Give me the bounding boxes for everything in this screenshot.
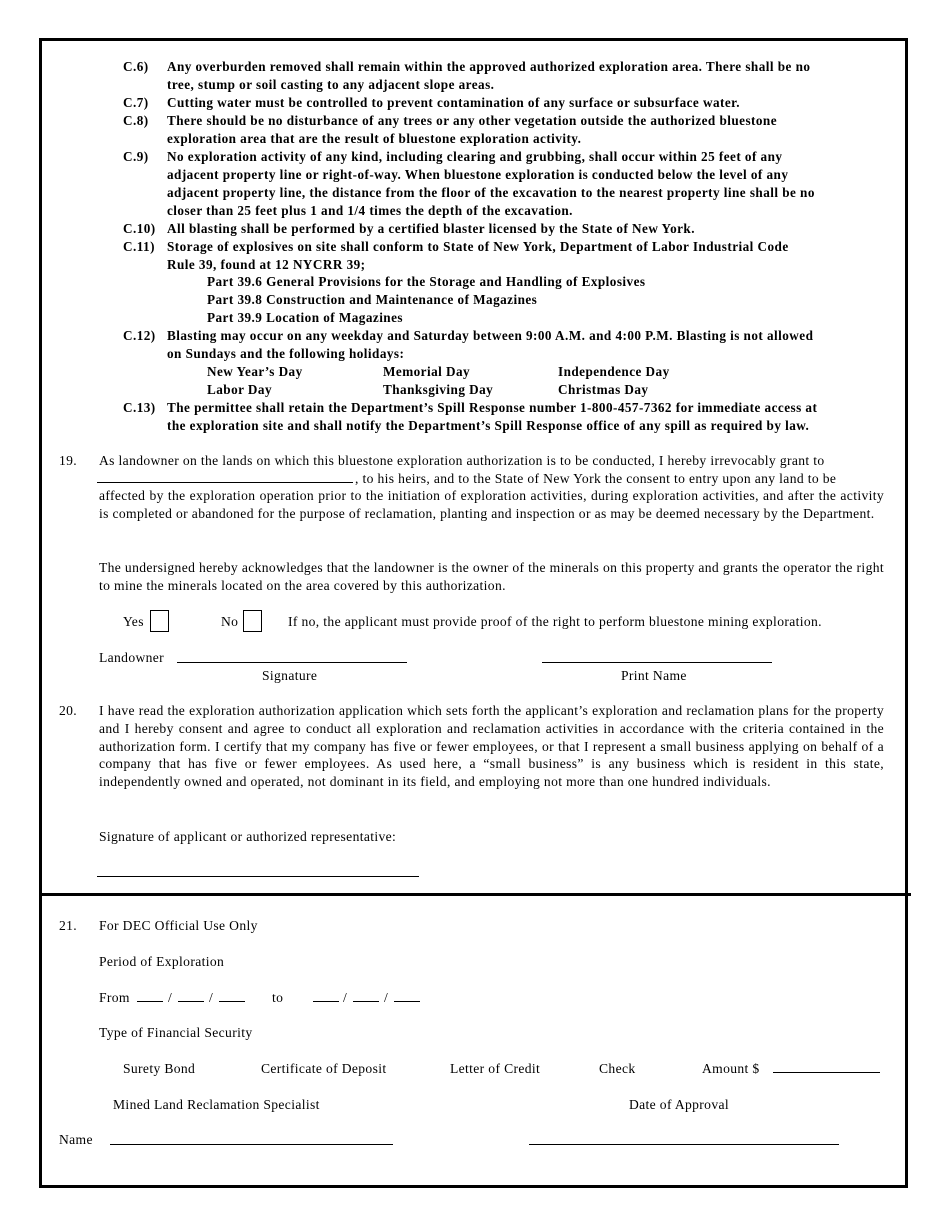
security-option-check: Check [599, 1061, 636, 1076]
from-label: From [99, 990, 130, 1005]
condition-text: adjacent property line or right-of-way. When bluestone exploration is conducted below the level of any [167, 167, 789, 182]
yes-checkbox[interactable] [150, 610, 169, 632]
condition-text: Any overburden removed shall remain within the approved authorized exploration area. There shall be no [167, 59, 811, 74]
holiday: Labor Day [207, 382, 272, 397]
condition-text: Blasting may occur on any weekday and Saturday between 9:00 A.M. and 4:00 P.M. Blasting is not allowed [167, 328, 814, 343]
regulation-part: Part 39.9 Location of Magazines [207, 310, 403, 325]
condition-text: tree, stump or soil casting to any adjacent slope areas. [167, 77, 495, 92]
regulation-part: Part 39.6 General Provisions for the Storage and Handling of Explosives [207, 274, 646, 289]
date-separator: / [343, 990, 348, 1005]
regulation-part: Part 39.8 Construction and Maintenance of Magazines [207, 292, 538, 307]
date-separator: / [168, 990, 173, 1005]
applicant-signature-field[interactable] [97, 876, 419, 877]
amount-field[interactable] [773, 1072, 880, 1073]
condition-text: All blasting shall be performed by a certified blaster licensed by the State of New York. [167, 221, 695, 236]
condition-text: Cutting water must be controlled to prevent contamination of any surface or subsurface water. [167, 95, 740, 110]
condition-text: the exploration site and shall notify the Department’s Spill Response office of any spill as required by law. [167, 418, 810, 433]
if-no-note: If no, the applicant must provide proof of the right to perform bluestone mining exploration. [288, 614, 822, 629]
item-number: 20. [59, 703, 78, 718]
section-title: For DEC Official Use Only [99, 918, 258, 933]
security-option-certificate-of-deposit: Certificate of Deposit [261, 1061, 387, 1076]
consent-text: , to his heirs, and to the State of New York the consent to entry upon any land to be [355, 471, 837, 486]
acknowledgement-text: The undersigned hereby acknowledges that the landowner is the owner of the minerals on this property and grants the operator the right to mine the minerals located on the area covered by this authorization. [99, 560, 884, 593]
condition-number: C.7) [123, 95, 149, 110]
condition-number: C.10) [123, 221, 156, 236]
no-label: No [221, 614, 239, 629]
condition-number: C.6) [123, 59, 149, 74]
consent-text: affected by the exploration operation prior to the initiation of exploration activities, during exploration activities, and after the activity is completed or abandoned for the purpose of reclamation, planting and inspection or as may be deemed necessary by the Department. [99, 488, 884, 521]
certification-text: I have read the exploration authorization application which sets forth the applicant’s exploration and reclamation plans for the property and I hereby consent and agree to conduct all exploration and reclamation activities in accordance with the criteria contained in the authorization form. I certify that my company has five or fewer employees, or that I represent a small business applying on behalf of a company that has five or fewer employees. As used here, a “small business” is any business which is resident in this state, independently owned and operated, not dominant in its field, and employing not more than one hundred individuals. [99, 703, 884, 790]
name-label: Name [59, 1132, 93, 1147]
holiday: Thanksgiving Day [383, 382, 494, 397]
condition-number: C.9) [123, 149, 149, 164]
condition-number: C.11) [123, 239, 155, 254]
security-option-surety-bond: Surety Bond [123, 1061, 196, 1076]
approval-date-label: Date of Approval [629, 1097, 729, 1112]
specialist-label: Mined Land Reclamation Specialist [113, 1097, 320, 1112]
print-name-caption: Print Name [621, 668, 687, 683]
condition-number: C.8) [123, 113, 149, 128]
landowner-signature-field[interactable] [177, 662, 407, 663]
condition-text: Rule 39, found at 12 NYCRR 39; [167, 257, 366, 272]
condition-text: There should be no disturbance of any trees or any other vegetation outside the authorized bluestone [167, 113, 778, 128]
to-label: to [272, 990, 284, 1005]
condition-text: No exploration activity of any kind, including clearing and grubbing, shall occur within 25 feet of any [167, 149, 783, 164]
applicant-signature-label: Signature of applicant or authorized representative: [99, 829, 397, 844]
signature-caption: Signature [262, 668, 318, 683]
landowner-print-name-field[interactable] [542, 662, 772, 663]
holiday: Christmas Day [558, 382, 649, 397]
landowner-label: Landowner [99, 650, 165, 665]
condition-number: C.12) [123, 328, 156, 343]
date-separator: / [384, 990, 389, 1005]
approval-date-field[interactable] [529, 1144, 839, 1145]
condition-text: Storage of explosives on site shall conform to State of New York, Department of Labor Industrial Code [167, 239, 789, 254]
amount-label: Amount $ [702, 1061, 760, 1076]
security-label: Type of Financial Security [99, 1025, 253, 1040]
security-option-letter-of-credit: Letter of Credit [450, 1061, 541, 1076]
condition-text: adjacent property line, the distance from the floor of the excavation to the nearest property line shall be no [167, 185, 815, 200]
to-year-field[interactable] [394, 1001, 420, 1002]
condition-text: The permittee shall retain the Department’s Spill Response number 1-800-457-7362 for immediate access at [167, 400, 818, 415]
specialist-name-field[interactable] [110, 1144, 393, 1145]
section-divider [39, 893, 911, 896]
grantee-name-field[interactable] [97, 482, 353, 483]
from-year-field[interactable] [219, 1001, 245, 1002]
holiday: Memorial Day [383, 364, 471, 379]
no-checkbox[interactable] [243, 610, 262, 632]
consent-text: As landowner on the lands on which this bluestone exploration authorization is to be conducted, I hereby irrevocably grant to [99, 453, 825, 468]
date-separator: / [209, 990, 214, 1005]
condition-number: C.13) [123, 400, 156, 415]
from-month-field[interactable] [137, 1001, 163, 1002]
condition-text: on Sundays and the following holidays: [167, 346, 405, 361]
period-label: Period of Exploration [99, 954, 225, 969]
to-day-field[interactable] [353, 1001, 379, 1002]
condition-text: closer than 25 feet plus 1 and 1/4 times the depth of the excavation. [167, 203, 573, 218]
condition-text: exploration area that are the result of bluestone exploration activity. [167, 131, 582, 146]
holiday: Independence Day [558, 364, 670, 379]
to-month-field[interactable] [313, 1001, 339, 1002]
from-day-field[interactable] [178, 1001, 204, 1002]
item-number: 19. [59, 453, 78, 468]
item-number: 21. [59, 918, 78, 933]
holiday: New Year’s Day [207, 364, 303, 379]
yes-label: Yes [123, 614, 144, 629]
